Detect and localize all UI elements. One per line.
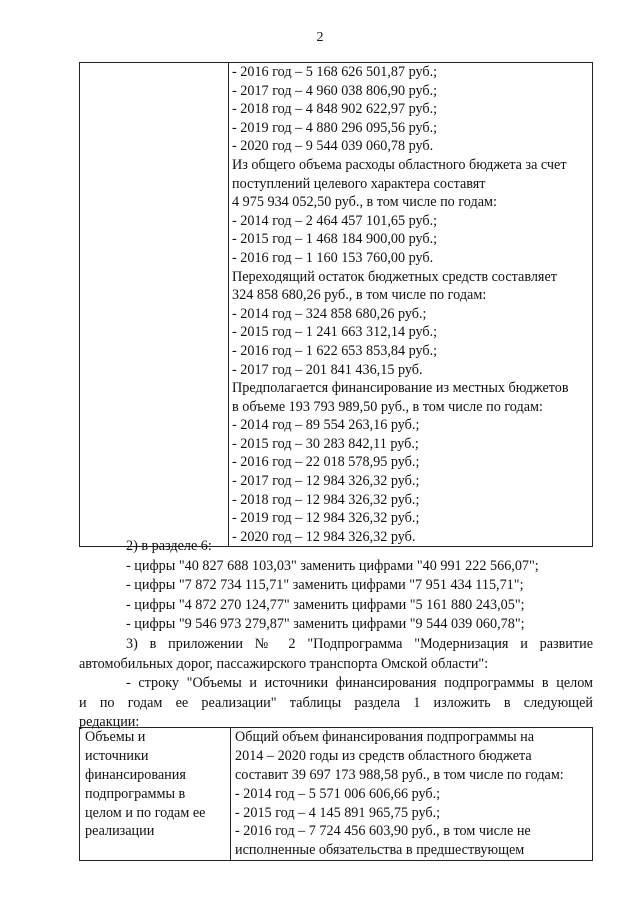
page-number: 2 — [316, 30, 324, 45]
text-line: Из общего объема расходы областного бюджета за счет — [232, 156, 567, 173]
table-left-cell — [80, 728, 231, 861]
text-line: 2014 – 2020 годы из средств областного бюджета — [235, 747, 532, 764]
caption-line: целом и по годам ее — [85, 804, 206, 821]
text-line: - 2017 год – 4 960 038 806,90 руб.; — [232, 82, 438, 99]
financing-table-new — [79, 727, 593, 861]
text-line: Предполагается финансирование из местных бюджетов — [232, 380, 569, 397]
text-line: - 2014 год – 5 571 006 606,66 руб.; — [235, 785, 441, 802]
text-line: в объеме 193 793 989,50 руб., в том числе по годам: — [232, 398, 543, 415]
text-line: исполненные обязательства в предшествующем — [235, 842, 525, 859]
text-line: - 2019 год – 12 984 326,32 руб.; — [232, 510, 420, 527]
text-line: 324 858 680,26 руб., в том числе по годам: — [232, 287, 487, 304]
amendments-text — [79, 537, 593, 733]
financing-text — [232, 63, 592, 546]
amendment-item: - цифры "7 872 734 115,71" заменить цифрами "7 951 434 115,71"; — [126, 577, 524, 594]
table-left-cell — [80, 63, 229, 547]
text-line: - 2016 год – 1 160 153 760,00 руб. — [232, 249, 434, 266]
text-line: - 2015 год – 1 241 663 312,14 руб.; — [232, 324, 438, 341]
caption-line: подпрограммы в — [85, 785, 186, 802]
text-line: - 2016 год – 22 018 578,95 руб.; — [232, 454, 420, 471]
text-line: - 2016 год – 7 724 456 603,90 руб., в том числе не — [235, 823, 531, 840]
text-line: составит 39 697 173 988,58 руб., в том числе по годам: — [235, 766, 564, 783]
text-line: - 2015 год – 4 145 891 965,75 руб.; — [235, 804, 441, 821]
table-right-cell — [229, 63, 593, 547]
row-line-3: редакции: — [79, 714, 140, 731]
text-line: поступлений целевого характера составят — [232, 175, 486, 192]
text-line: - 2014 год – 324 858 680,26 руб.; — [232, 305, 427, 322]
financing-table-continued — [79, 62, 593, 547]
section6-heading: 2) в разделе 6: — [126, 538, 212, 554]
amendment-item: - цифры "40 827 688 103,03" заменить цифрами "40 991 222 566,07"; — [126, 557, 539, 574]
text-line: - 2015 год – 30 283 842,11 руб.; — [232, 435, 419, 452]
text-line: - 2014 год – 2 464 457 101,65 руб.; — [232, 212, 438, 229]
text-line: - 2017 год – 201 841 436,15 руб. — [232, 361, 423, 378]
text-line: - 2020 год – 12 984 326,32 руб. — [232, 528, 416, 545]
text-line: Переходящий остаток бюджетных средств составляет — [232, 268, 557, 285]
section6-items — [79, 557, 593, 635]
text-line: - 2018 год – 4 848 902 622,97 руб.; — [232, 101, 438, 118]
appendix-line-2: автомобильных дорог, пассажирского транспорта Омской области": — [79, 655, 489, 672]
row-caption — [85, 728, 230, 841]
caption-line: реализации — [85, 823, 155, 840]
text-line: - 2020 год – 9 544 039 060,78 руб. — [232, 138, 434, 155]
text-line: - 2016 год – 1 622 653 853,84 руб.; — [232, 342, 438, 359]
financing-text — [235, 728, 592, 860]
row-line-1: - строку "Объемы и источники финансирования подпрограммы в целом — [126, 675, 593, 692]
text-line: - 2018 год – 12 984 326,32 руб.; — [232, 491, 420, 508]
caption-line: источники — [85, 747, 149, 764]
table-right-cell — [231, 728, 593, 861]
text-line: - 2014 год – 89 554 263,16 руб.; — [232, 417, 420, 434]
appendix-line-1: 3) в приложении № 2 "Подпрограмма "Модернизация и развитие — [126, 635, 593, 652]
text-line: 4 975 934 052,50 руб., в том числе по годам: — [232, 194, 497, 211]
caption-line: Объемы и — [85, 729, 146, 745]
caption-line: финансирования — [85, 766, 186, 783]
row-line-2: и по годам ее реализации" таблицы раздела 1 изложить в следующей — [79, 694, 593, 711]
amendment-item: - цифры "4 872 270 124,77" заменить цифрами "5 161 880 243,05"; — [126, 596, 525, 613]
text-line: - 2019 год – 4 880 296 095,56 руб.; — [232, 119, 438, 136]
amendment-item: - цифры "9 546 973 279,87" заменить цифрами "9 544 039 060,78"; — [126, 616, 525, 633]
text-line: - 2015 год – 1 468 184 900,00 руб.; — [232, 231, 438, 248]
text-line: - 2016 год – 5 168 626 501,87 руб.; — [232, 64, 438, 80]
text-line: Общий объем финансирования подпрограммы на — [235, 729, 535, 745]
text-line: - 2017 год – 12 984 326,32 руб.; — [232, 473, 420, 490]
